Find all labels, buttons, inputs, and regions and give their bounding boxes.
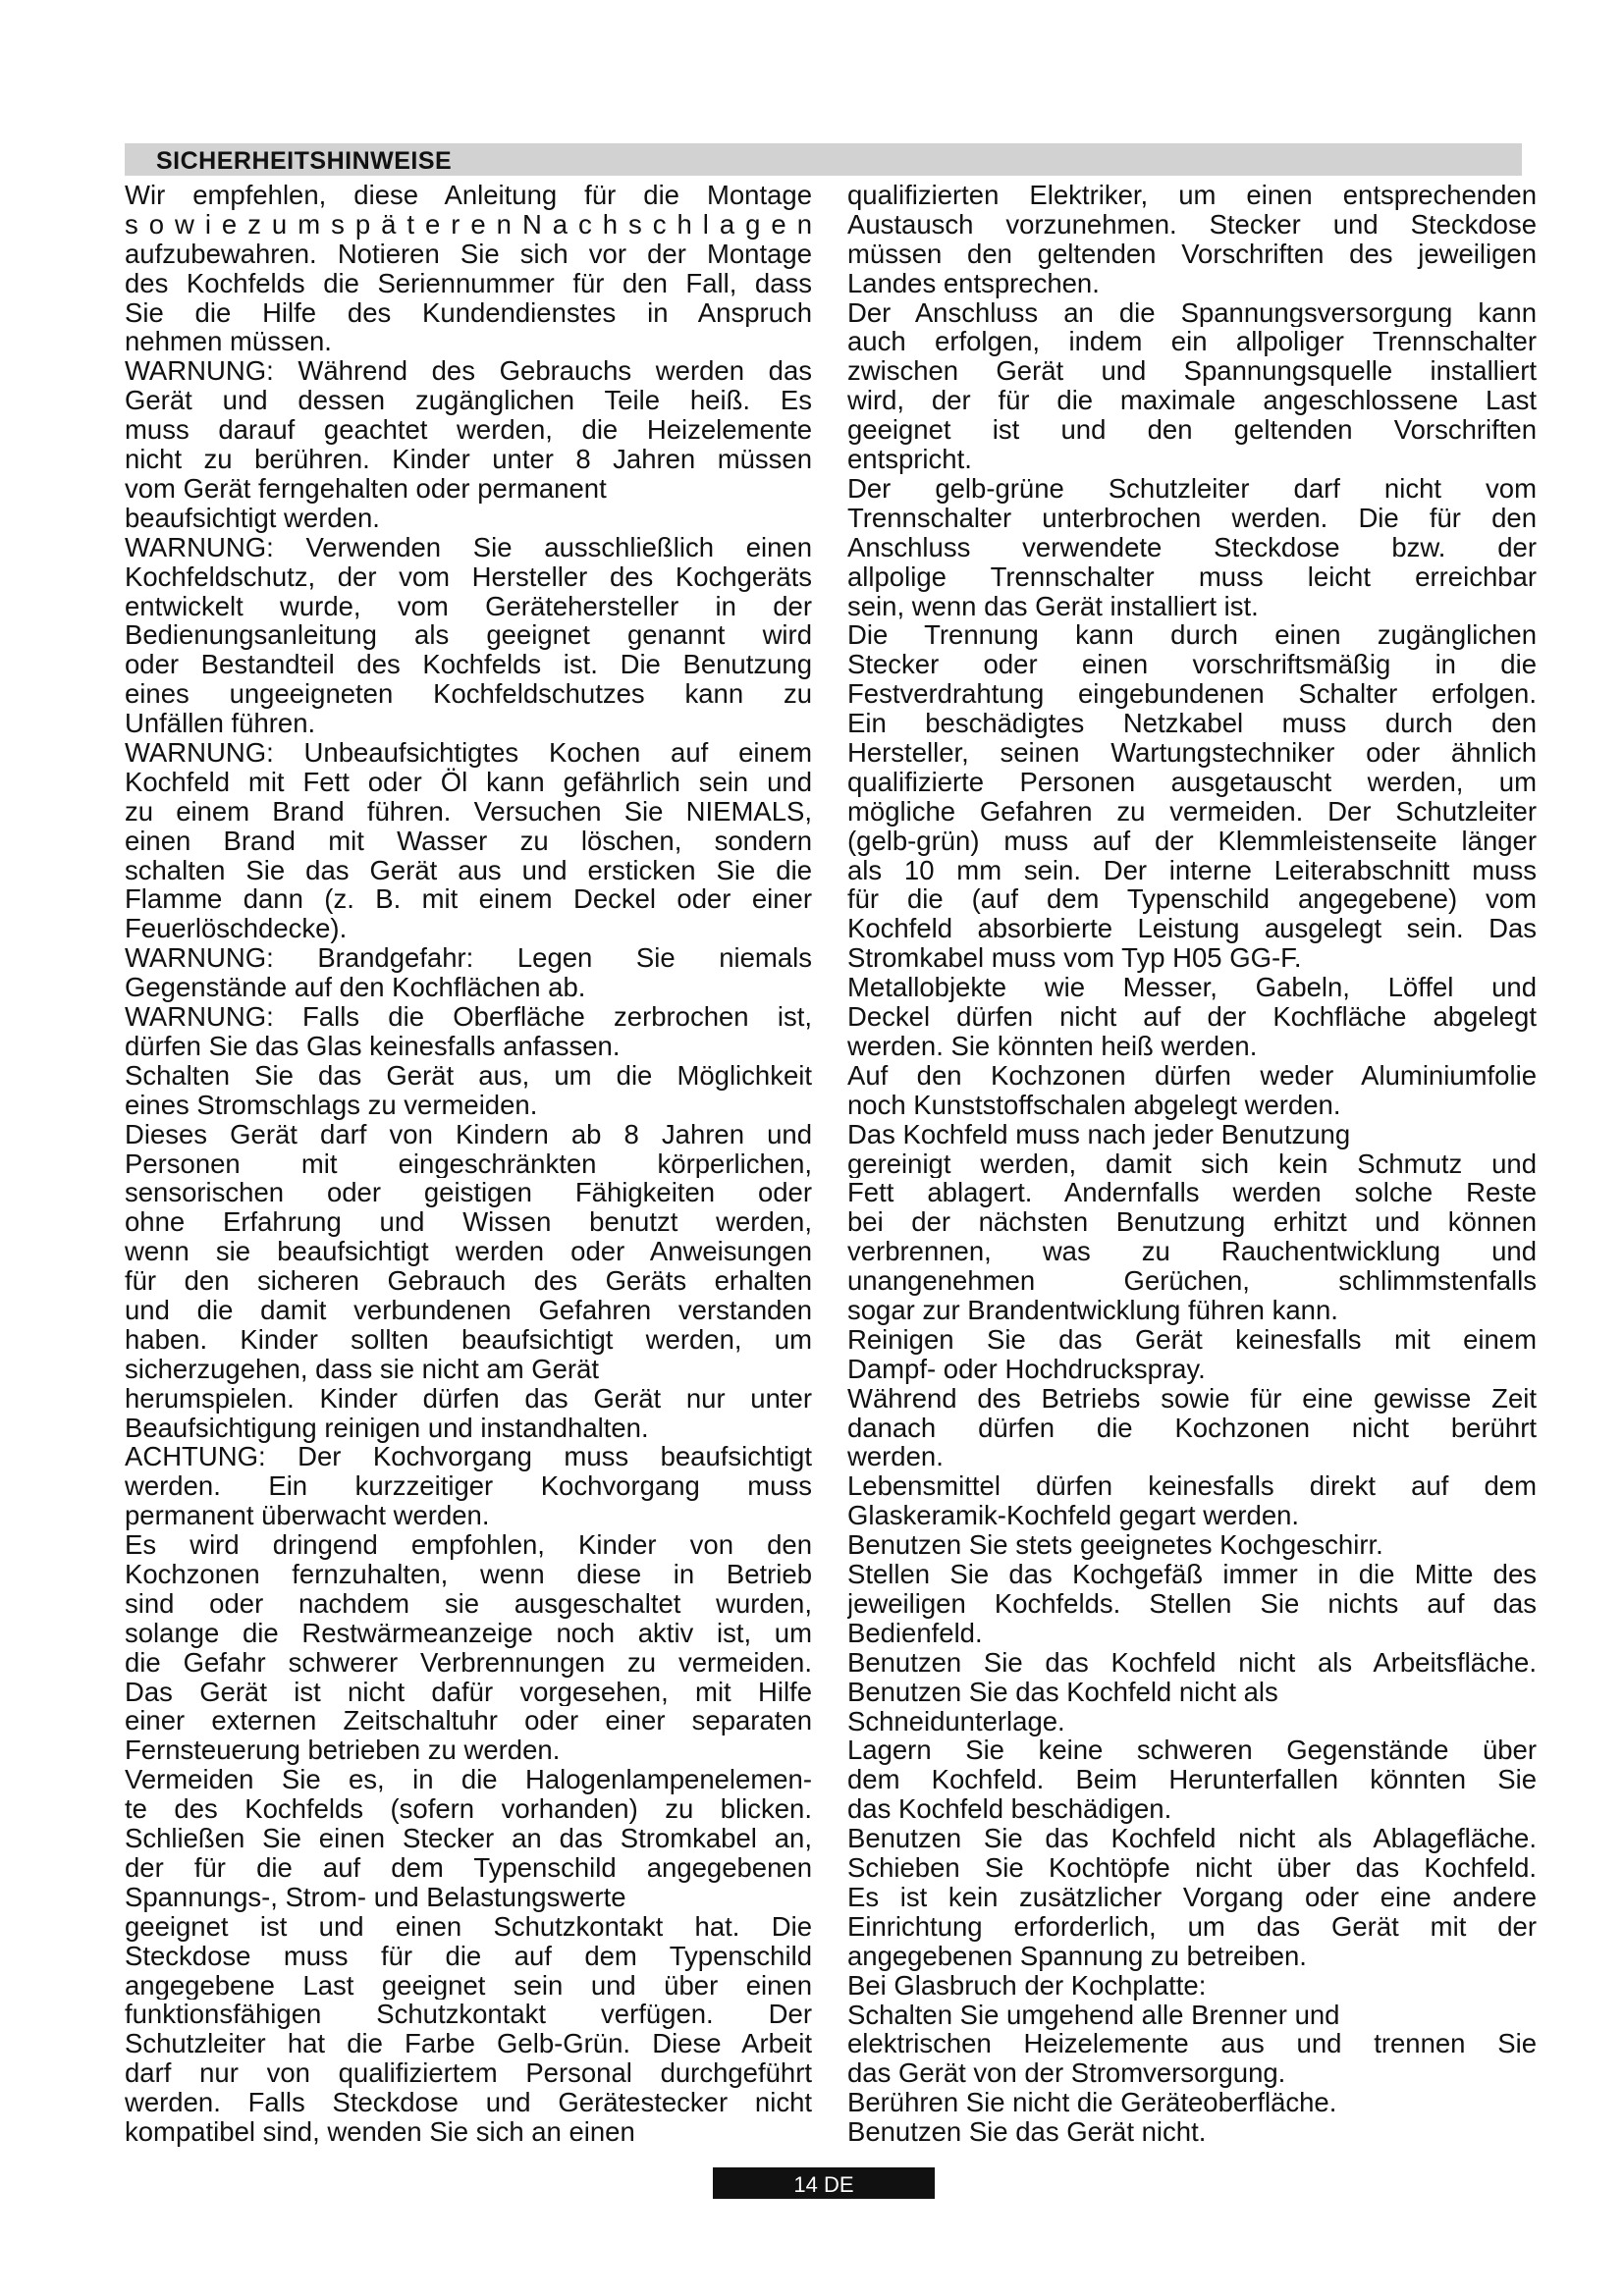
text-line: Benutzen Sie das Kochfeld nicht als — [847, 1676, 1278, 1707]
text-line: der für die auf dem Typenschild angegebenen — [125, 1852, 812, 1883]
text-line: Wir empfehlen, diese Anleitung für die Montage — [125, 181, 812, 210]
text-line: Metallobjekte wie Messer, Gabeln, Löffel und — [847, 973, 1537, 1002]
left-text-column — [125, 181, 812, 2147]
text-line: Berühren Sie nicht die Geräteoberfläche. — [847, 2087, 1337, 2118]
text-line: geeignet ist und den geltenden Vorschriften — [847, 415, 1537, 446]
text-line: Steckdose muss für die auf dem Typenschild — [125, 1941, 812, 1971]
text-line: Vermeiden Sie es, in die Halogenlampenelemen- — [125, 1765, 812, 1795]
text-line: Schließen Sie einen Stecker an das Stromkabel an, — [125, 1824, 812, 1853]
text-line: gereinigt werden, damit sich kein Schmutz und — [847, 1148, 1537, 1179]
text-line: und die damit verbundenen Gefahren verstanden — [125, 1295, 812, 1325]
text-line: Schieben Sie Kochtöpfe nicht über das Kochfeld. — [847, 1853, 1537, 1883]
text-line: Spannungs-, Strom- und Belastungswerte — [125, 1881, 626, 1912]
text-line: Stromkabel muss vom Typ H05 GG-F. — [847, 942, 1302, 974]
text-line: Benutzen Sie das Kochfeld nicht als Ablagefläche. — [847, 1824, 1537, 1854]
text-line: verbrennen, was zu Rauchentwicklung und — [847, 1237, 1537, 1267]
text-line: jeweiligen Kochfelds. Stellen Sie nichts auf das — [847, 1588, 1537, 1619]
text-line: Lagern Sie keine schweren Gegenstände über — [847, 1735, 1537, 1766]
text-line: Der gelb-grüne Schutzleiter darf nicht vom — [847, 473, 1537, 504]
text-line: angegebenen Spannung zu betreiben. — [847, 1940, 1307, 1971]
text-line: wenn sie beaufsichtigt werden oder Anweisungen — [125, 1237, 812, 1267]
text-line: WARNUNG: Verwenden Sie ausschließlich einen — [125, 532, 812, 562]
text-line: Schneidunterlage. — [847, 1705, 1065, 1736]
text-line: dürfen Sie das Glas keinesfalls anfassen. — [125, 1030, 621, 1061]
text-line: müssen den geltenden Vorschriften des jeweiligen — [847, 239, 1537, 269]
text-line: herumspielen. Kinder dürfen das Gerät nur unter — [125, 1383, 812, 1414]
text-line: Sie die Hilfe des Kundendienstes in Anspruch — [125, 297, 812, 328]
text-line: Landes entsprechen. — [847, 267, 1100, 298]
text-line: Festverdrahtung eingebundenen Schalter erfolgen. — [847, 679, 1537, 710]
text-line: qualifizierte Personen ausgetauscht werden, um — [847, 767, 1537, 797]
text-line: Auf den Kochzonen dürfen weder Aluminiumfolie — [847, 1060, 1537, 1091]
text-line: Es wird dringend empfohlen, Kinder von den — [125, 1530, 812, 1561]
text-line: die Gefahr schwerer Verbrennungen zu vermeiden. — [125, 1647, 812, 1678]
text-line: Fernsteuerung betrieben zu werden. — [125, 1735, 561, 1766]
text-line: s o w i e z u m s p ä t e r e n N a c h s c h l a g e n — [125, 209, 812, 240]
text-line: nicht zu berühren. Kinder unter 8 Jahren müssen — [125, 445, 812, 474]
text-line: werden. Sie könnten heiß werden. — [847, 1030, 1258, 1061]
text-line: Es ist kein zusätzlicher Vorgang oder eine andere — [847, 1882, 1537, 1912]
text-line: Bedienungsanleitung als geeignet genannt wird — [125, 620, 812, 651]
text-line: nehmen müssen. — [125, 326, 332, 357]
text-line: eines Stromschlags zu vermeiden. — [125, 1089, 538, 1120]
text-line: des Kochfelds die Seriennummer für den Fall, dass — [125, 268, 812, 298]
text-line: beaufsichtigt werden. — [125, 502, 380, 533]
text-line: Das Gerät ist nicht dafür vorgesehen, mit Hilfe — [125, 1677, 812, 1707]
text-line: Personen mit eingeschränkten körperlichen, — [125, 1148, 812, 1179]
text-line: Ein beschädigtes Netzkabel muss durch den — [847, 709, 1537, 738]
text-line: Die Trennung kann durch einen zugänglichen — [847, 620, 1537, 651]
text-line: Gerät und dessen zugänglichen Teile heiß. Es — [125, 386, 812, 416]
text-line: einer externen Zeitschaltuhr oder einer separaten — [125, 1706, 812, 1736]
page-number-bar — [713, 2167, 935, 2199]
text-line: werden. — [847, 1441, 944, 1472]
text-line: Das Kochfeld muss nach jeder Benutzung — [847, 1118, 1351, 1149]
text-line: Während des Betriebs sowie für eine gewisse Zeit — [847, 1383, 1537, 1414]
text-line: Deckel dürfen nicht auf der Kochfläche abgelegt — [847, 1002, 1537, 1032]
text-line: sensorischen oder geistigen Fähigkeiten oder — [125, 1178, 812, 1208]
text-line: Kochzonen fernzuhalten, wenn diese in Betrieb — [125, 1560, 812, 1589]
text-line: WARNUNG: Unbeaufsichtigtes Kochen auf einem — [125, 737, 812, 768]
text-line: WARNUNG: Brandgefahr: Legen Sie niemals — [125, 943, 812, 974]
text-line: Reinigen Sie das Gerät keinesfalls mit einem — [847, 1324, 1537, 1355]
text-line: te des Kochfelds (sofern vorhanden) zu blicken. — [125, 1794, 812, 1825]
text-line: Feuerlöschdecke). — [125, 913, 348, 944]
text-line: haben. Kinder sollten beaufsichtigt werden, um — [125, 1324, 812, 1355]
text-line: allpolige Trennschalter muss leicht erreichbar — [847, 561, 1537, 592]
text-line: Gegenstände auf den Kochflächen ab. — [125, 972, 586, 1003]
text-line: geeignet ist und einen Schutzkontakt hat. Die — [125, 1911, 812, 1942]
text-line: das Kochfeld beschädigen. — [847, 1793, 1172, 1825]
text-line: Beaufsichtigung reinigen und instandhalten. — [125, 1412, 649, 1443]
text-line: WARNUNG: Während des Gebrauchs werden das — [125, 356, 812, 387]
page-number: 14 DE — [793, 2172, 854, 2197]
text-line: werden. Ein kurzzeitiger Kochvorgang muss — [125, 1471, 812, 1502]
text-line: funktionsfähigen Schutzkontakt verfügen. Der — [125, 2000, 812, 2030]
text-line: zu einem Brand führen. Versuchen Sie NIEMALS, — [125, 796, 812, 827]
text-line: sind oder nachdem sie ausgeschaltet wurden, — [125, 1588, 812, 1619]
text-line: Hersteller, seinen Wartungstechniker oder ähnlich — [847, 737, 1537, 768]
text-line: einen Brand mit Wasser zu löschen, sondern — [125, 826, 812, 856]
text-line: Bedienfeld. — [847, 1617, 983, 1648]
text-line: qualifizierten Elektriker, um einen entsprechenden — [847, 181, 1537, 210]
text-line: solange die Restwärmeanzeige noch aktiv ist, um — [125, 1618, 812, 1648]
text-line: Flamme dann (z. B. mit einem Deckel oder einer — [125, 884, 812, 915]
text-line: entspricht. — [847, 444, 972, 475]
text-line: bei der nächsten Benutzung erhitzt und können — [847, 1207, 1537, 1238]
text-line: aufzubewahren. Notieren Sie sich vor der Montage — [125, 239, 812, 269]
text-line: sicherzugehen, dass sie nicht am Gerät — [125, 1353, 600, 1384]
text-line: Schalten Sie das Gerät aus, um die Möglichkeit — [125, 1060, 812, 1091]
text-line: Lebensmittel dürfen keinesfalls direkt auf dem — [847, 1471, 1537, 1502]
text-line: sogar zur Brandentwicklung führen kann. — [847, 1294, 1338, 1325]
text-line: Kochfeld mit Fett oder Öl kann gefährlich sein und — [125, 767, 812, 797]
text-line: auch erfolgen, indem ein allpoliger Trennschalter — [847, 327, 1537, 357]
text-line: das Gerät von der Stromversorgung. — [847, 2057, 1286, 2089]
text-line: für den sicheren Gebrauch des Geräts erhalten — [125, 1266, 812, 1296]
text-line: für die (auf dem Typenschild angegebene) vom — [847, 884, 1537, 915]
text-line: zwischen Gerät und Spannungsquelle installiert — [847, 356, 1537, 387]
text-line: dem Kochfeld. Beim Herunterfallen könnten Sie — [847, 1765, 1537, 1795]
text-line: als 10 mm sein. Der interne Leiterabschnitt muss — [847, 855, 1537, 885]
text-line: permanent überwacht werden. — [125, 1500, 490, 1531]
text-line: schalten Sie das Gerät aus und ersticken Sie die — [125, 855, 812, 885]
text-line: oder Bestandteil des Kochfelds ist. Die Benutzung — [125, 650, 812, 680]
text-line: noch Kunststoffschalen abgelegt werden. — [847, 1089, 1341, 1120]
text-line: unangenehmen Gerüchen, schlimmstenfalls — [847, 1266, 1537, 1296]
text-line: vom Gerät ferngehalten oder permanent — [125, 472, 607, 504]
text-line: Benutzen Sie stets geeignetes Kochgeschirr. — [847, 1529, 1383, 1561]
text-line: wird, der für die maximale angeschlossene Last — [847, 386, 1537, 416]
text-line: WARNUNG: Falls die Oberfläche zerbrochen ist, — [125, 1002, 812, 1032]
text-line: Benutzen Sie das Kochfeld nicht als Arbeitsfläche. — [847, 1647, 1537, 1678]
text-line: eines ungeeigneten Kochfeldschutzes kann zu — [125, 679, 812, 710]
text-line: Bei Glasbruch der Kochplatte: — [847, 1969, 1207, 2001]
text-line: Schutzleiter hat die Farbe Gelb-Grün. Diese Arbeit — [125, 2029, 812, 2059]
text-line: ohne Erfahrung und Wissen benutzt werden, — [125, 1207, 812, 1238]
text-line: mögliche Gefahren zu vermeiden. Der Schutzleiter — [847, 796, 1537, 827]
section-title: SICHERHEITSHINWEISE — [156, 147, 453, 175]
text-line: danach dürfen die Kochzonen nicht berührt — [847, 1413, 1537, 1443]
text-line: muss darauf geachtet werden, die Heizelemente — [125, 415, 812, 446]
right-text-column — [847, 181, 1537, 2147]
text-line: Glaskeramik-Kochfeld gegart werden. — [847, 1500, 1300, 1531]
text-line: Schalten Sie umgehend alle Brenner und — [847, 1999, 1340, 2030]
text-line: Benutzen Sie das Gerät nicht. — [847, 2116, 1207, 2148]
text-line: Kochfeld absorbierte Leistung ausgelegt sein. Das — [847, 914, 1537, 944]
text-line: Stellen Sie das Kochgefäß immer in die Mitte des — [847, 1560, 1537, 1589]
text-line: (gelb-grün) muss auf der Klemmleistenseite länger — [847, 826, 1537, 856]
section-header-bar — [125, 143, 1522, 176]
text-line: Fett ablagert. Andernfalls werden solche Reste — [847, 1178, 1537, 1208]
text-line: sein, wenn das Gerät installiert ist. — [847, 590, 1259, 621]
text-line: Einrichtung erforderlich, um das Gerät mit der — [847, 1911, 1537, 1942]
text-line: Der Anschluss an die Spannungsversorgung kann — [847, 297, 1537, 328]
text-line: Kochfeldschutz, der vom Hersteller des Kochgeräts — [125, 561, 812, 592]
text-line: darf nur von qualifiziertem Personal durchgeführt — [125, 2058, 812, 2089]
text-line: Austausch vorzunehmen. Stecker und Steckdose — [847, 209, 1537, 240]
text-line: angegebene Last geeignet sein und über einen — [125, 1970, 812, 2001]
text-line: entwickelt wurde, vom Gerätehersteller in der — [125, 591, 812, 621]
text-line: kompatibel sind, wenden Sie sich an einen — [125, 2115, 635, 2147]
text-line: elektrischen Heizelemente aus und trennen Sie — [847, 2029, 1537, 2059]
text-line: Unfällen führen. — [125, 708, 316, 739]
text-line: Trennschalter unterbrochen werden. Die für den — [847, 503, 1537, 533]
text-line: Dampf- oder Hochdruckspray. — [847, 1353, 1206, 1384]
text-line: werden. Falls Steckdose und Gerätestecker nicht — [125, 2088, 812, 2117]
text-line: Dieses Gerät darf von Kindern ab 8 Jahren und — [125, 1119, 812, 1149]
text-line: Stecker oder einen vorschriftsmäßig in die — [847, 650, 1537, 680]
text-line: Anschluss verwendete Steckdose bzw. der — [847, 532, 1537, 562]
text-line: ACHTUNG: Der Kochvorgang muss beaufsichtigt — [125, 1442, 812, 1472]
